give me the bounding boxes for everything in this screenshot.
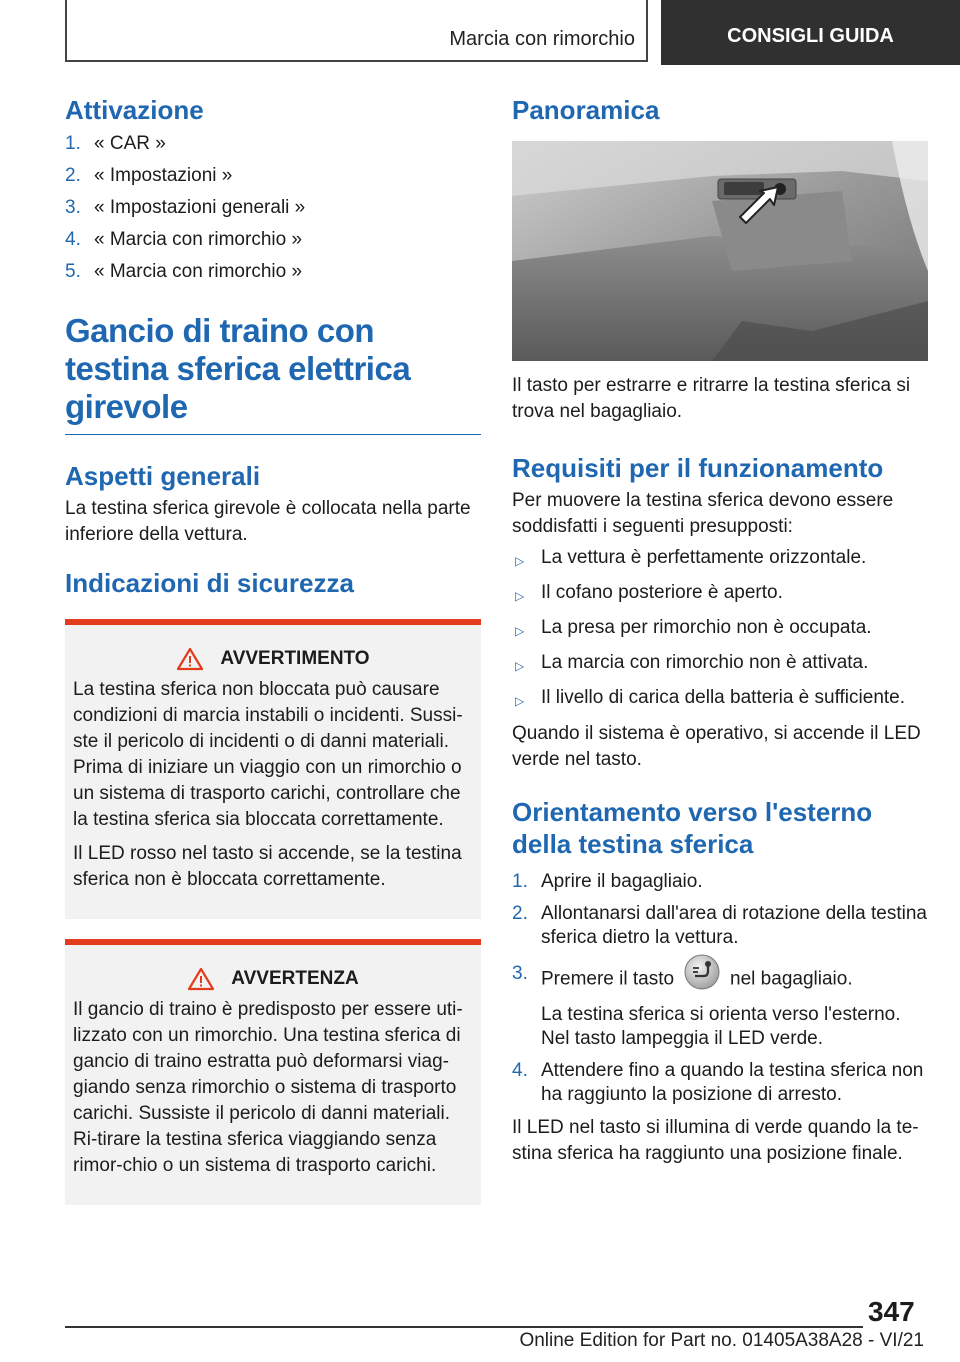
step-number: 2. <box>65 165 81 187</box>
right-column <box>512 95 928 1167</box>
page-number: 347 <box>868 1296 915 1327</box>
warning-text: Il LED rosso nel tasto si accende, se la testina sferica non è bloccata correttamente. <box>73 843 462 891</box>
caution-text: Il gancio di traino è predisposto per essere uti-lizzato con un rimorchio. Una testina sferica di gancio di traino estratta può deformarsi viag-giando senza rimorchio o sistema di trasporto carichi. Sussiste il pericolo di danni materiali. Ri-tirare la testina sferica viaggiando senza rimor-chio o un sistema di trasporto carichi. <box>73 999 463 1177</box>
footer-edition: Online Edition for Part no. 01405A38A28 - VI/21 <box>519 1330 924 1351</box>
list-item <box>512 1059 928 1107</box>
header-section-title: Marcia con rimorchio <box>449 28 635 50</box>
general-title: Aspetti generali <box>65 461 261 491</box>
step-text: « Marcia con rimorchio » <box>94 229 303 251</box>
safety-title: Indicazioni di sicurezza <box>65 568 354 599</box>
list-item <box>512 962 928 1051</box>
requirements-list <box>512 546 928 713</box>
list-item <box>512 651 928 678</box>
step-number: 1. <box>65 133 81 155</box>
step-number: 4. <box>512 1059 528 1081</box>
requirement-text: Il cofano posteriore è aperto. <box>541 582 783 604</box>
warning-triangle-icon <box>176 647 204 671</box>
list-item <box>65 132 481 156</box>
list-item <box>65 164 481 188</box>
step-text: Aprire il bagagliaio. <box>541 870 703 892</box>
left-column <box>65 95 481 1205</box>
footer-divider <box>65 1326 863 1328</box>
activation-title: Attivazione <box>65 95 204 125</box>
list-item <box>65 228 481 252</box>
step-text <box>541 962 928 1051</box>
bullet-triangle-icon: ▷ <box>515 659 525 674</box>
step-number: 3. <box>65 197 81 219</box>
bullet-triangle-icon: ▷ <box>515 624 525 639</box>
warning-box <box>65 619 481 919</box>
requirements-title: Requisiti per il funzionamento <box>512 453 884 484</box>
warning-header <box>73 647 473 671</box>
step-number: 1. <box>512 870 528 892</box>
orientation-title: Orientamento verso l'esterno della testina sferica <box>512 797 873 859</box>
requirements-intro: Per muovere la testina sferica devono essere soddisfatti i seguenti presupposti: <box>512 490 894 538</box>
list-item <box>512 902 928 950</box>
list-item <box>512 581 928 608</box>
general-text: La testina sferica girevole è collocata nella parte inferiore della vettura. <box>65 498 471 546</box>
activation-steps <box>65 132 481 284</box>
orientation-steps <box>512 870 928 1107</box>
list-item <box>512 546 928 573</box>
requirement-text: La vettura è perfettamente orizzontale. <box>541 547 867 569</box>
list-item <box>512 686 928 713</box>
list-item <box>65 260 481 284</box>
warning-triangle-icon <box>187 967 215 991</box>
bullet-triangle-icon: ▷ <box>515 694 525 709</box>
list-item <box>65 196 481 220</box>
step-text: « Impostazioni generali » <box>94 197 306 219</box>
requirement-text: La presa per rimorchio non è occupata. <box>541 617 872 639</box>
step-number: 2. <box>512 902 528 924</box>
step-text: Allontanarsi dall'area di rotazione della testina sferica dietro la vettura. <box>541 902 927 948</box>
trunk-button-photo <box>512 141 928 361</box>
step-text: « Marcia con rimorchio » <box>94 261 303 283</box>
step-text: « CAR » <box>94 133 166 155</box>
list-item <box>512 870 928 894</box>
overview-caption: Il tasto per estrarre e ritrarre la testina sferica si trova nel bagagliaio. <box>512 375 911 423</box>
tow-hitch-button-icon <box>684 954 720 997</box>
main-section-title: Gancio di traino con testina sferica elettrica girevole <box>65 312 481 435</box>
caution-box <box>65 939 481 1205</box>
header-chapter-tab: CONSIGLI GUIDA <box>661 0 960 65</box>
step-number: 4. <box>65 229 81 251</box>
requirement-text: Il livello di carica della batteria è sufficiente. <box>541 687 906 709</box>
overview-title: Panoramica <box>512 95 660 125</box>
warning-label: AVVERTIMENTO <box>220 648 370 670</box>
step-text-after: nel bagagliaio. <box>730 968 853 990</box>
orientation-closing: Il LED nel tasto si illumina di verde quando la te-stina sferica ha raggiunto una posizione finale. <box>512 1116 919 1164</box>
requirements-note: Quando il sistema è operativo, si accende il LED verde nel tasto. <box>512 723 921 771</box>
bullet-triangle-icon: ▷ <box>515 554 525 569</box>
warning-text: La testina sferica non bloccata può causare condizioni di marcia instabili o incidenti. Sussi-ste il pericolo di incidenti o di danni materiali. Prima di iniziare un viaggio con un rimorchio o un sistema di trasporto carichi, controllare che la testina sferica sia bloccata correttamente. <box>73 679 463 831</box>
step-text: « Impostazioni » <box>94 165 233 187</box>
step-text: Attendere fino a quando la testina sferica non ha raggiunto la posizione di arresto. <box>541 1059 924 1105</box>
step-number: 3. <box>512 962 528 984</box>
caution-header <box>73 967 473 991</box>
bullet-triangle-icon: ▷ <box>515 589 525 604</box>
caution-label: AVVERTENZA <box>231 968 359 990</box>
list-item <box>512 616 928 643</box>
step-number: 5. <box>65 261 81 283</box>
step-subtext: La testina sferica si orienta verso l'esterno. Nel tasto lampeggia il LED verde. <box>541 1003 901 1049</box>
requirement-text: La marcia con rimorchio non è attivata. <box>541 652 869 674</box>
step-text-before: Premere il tasto <box>541 968 675 990</box>
